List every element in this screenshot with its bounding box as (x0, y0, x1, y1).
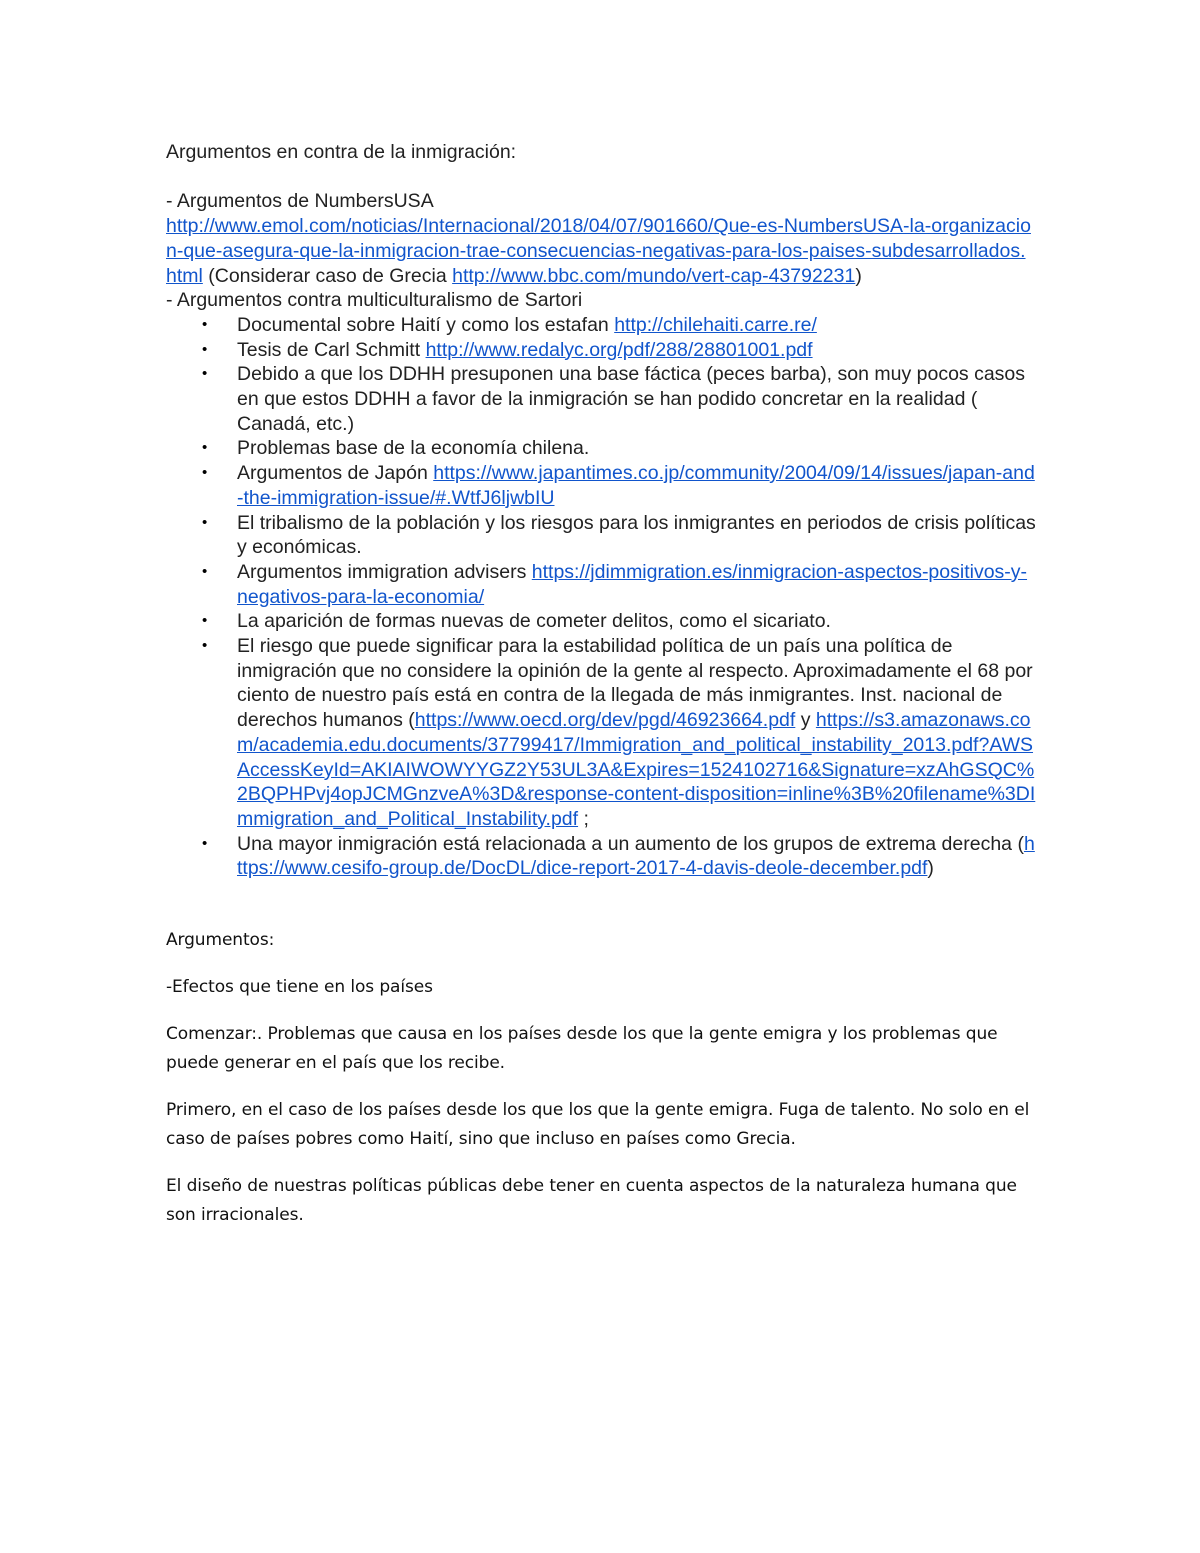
list-item: • Documental sobre Haití y como los estafan http://chilehaiti.carre.re/ (202, 313, 817, 336)
bullet-icon: • (202, 439, 208, 457)
grecia-note-suffix: ) (855, 264, 862, 287)
document-heading: Argumentos en contra de la inmigración: (166, 141, 517, 163)
cesifo-link[interactable]: https://www.cesifo-group.de/DocDL/dice-report-2017-4-davis-deole-december.pdf (237, 832, 1035, 880)
bullet-icon: • (202, 612, 208, 630)
list-item: • El tribalismo de la población y los riesgos para los inmigrantes en periodos de crisis políticas y económicas. (202, 511, 1036, 559)
chilehaiti-link[interactable]: http://chilehaiti.carre.re/ (614, 313, 817, 336)
bullet-icon: • (202, 464, 208, 482)
note-paragraph: Comenzar:. Problemas que causa en los países desde los que la gente emigra y los problemas que puede generar en el país que los recibe. (166, 1024, 998, 1074)
list-item: • Argumentos immigration advisers https://jdimmigration.es/inmigracion-aspectos-positivos-y-negativos-para-la-economia/ (202, 560, 1028, 608)
list-item: • Una mayor inmigración está relacionada a un aumento de los grupos de extrema derecha (https://www.cesifo-group.de/DocDL/dice-report-2017-4-davis-deole-december.pdf) (202, 832, 1035, 880)
note-paragraph: -Efectos que tiene en los países (166, 977, 433, 998)
bbc-link[interactable]: http://www.bbc.com/mundo/vert-cap-43792231 (452, 264, 856, 287)
note-paragraph: Primero, en el caso de los países desde los que los que la gente emigra. Fuga de talento. No solo en el caso de países pobres como Haití, sino que incluso en países como Grecia. (166, 1100, 1030, 1150)
numbersusa-label: - Argumentos de NumbersUSA (166, 190, 434, 213)
bullet-icon: • (202, 834, 208, 852)
spacer (166, 165, 1036, 190)
japantimes-link[interactable]: https://www.japantimes.co.jp/community/2004/09/14/issues/japan-and-the-immigration-issue/#.WtfJ6ljwbIU (237, 462, 1035, 509)
bullet-icon: • (202, 315, 208, 333)
bullet-icon: • (202, 365, 208, 383)
bullet-icon: • (202, 340, 208, 358)
bullet-icon: • (202, 562, 208, 580)
grecia-note-prefix: (Considerar caso de Grecia (202, 264, 453, 287)
oecd-link[interactable]: https://www.oecd.org/dev/pgd/46923664.pdf (414, 709, 796, 732)
note-paragraph: El diseño de nuestras políticas públicas debe tener en cuenta aspectos de la naturaleza humana que son irracionales. (166, 1176, 1017, 1226)
list-item: • Argumentos de Japón https://www.japantimes.co.jp/community/2004/09/14/issues/japan-and-the-immigration-issue/#.WtfJ6ljwbIU (202, 462, 1035, 509)
section-title: Argumentos: (166, 930, 275, 951)
list-item: • El riesgo que puede significar para la estabilidad política de un país una política de inmigración que no considere la opinión de la gente al respecto. Aproximadamente el 68 por ciento de nuestro país está en contra de la llegada de más inmigrantes. Inst. nacional de derechos humanos (https://www.oecd.org/dev/pgd/46923664.pdf y https://s3.amazonaws.com/academia.edu.documents/37799417/Immigration_and_political_instability_2013.pdf?AWSAccessKeyId=AKIAIWOWYYGZ2Y53UL3A&Expires=1524102716&Signature=xzAhGSQC%2BQPHPvj4opJCMGnzveA%3D&response-content-disposition=inline%3B%20filename%3DImmigration_and_Political_Instability.pdf ; (202, 635, 1036, 830)
amazonaws-link[interactable]: https://s3.amazonaws.com/academia.edu.documents/37799417/Immigration_and_political_instability_2013.pdf?AWSAccessKeyId=AKIAIWOWYYGZ2Y53UL3A&Expires=1524102716&Signature=xzAhGSQC%2BQPHPvj4opJCMGnzveA%3D&response-content-disposition=inline%3B%20filename%3DImmigration_and_Political_Instability.pdf (237, 709, 1036, 830)
bullet-icon: • (202, 513, 208, 531)
list-item: • Debido a que los DDHH presuponen una base fáctica (peces barba), son muy pocos casos en que estos DDHH a favor de la inmigración se han podido concretar en la realidad ( Canadá, etc.) (202, 363, 1026, 435)
numbersusa-paragraph (166, 214, 1036, 288)
redalyc-link[interactable]: http://www.redalyc.org/pdf/288/28801001.pdf (425, 338, 813, 361)
sartori-label: - Argumentos contra multiculturalismo de Sartori (166, 289, 583, 312)
emol-link[interactable]: http://www.emol.com/noticias/Internacional/2018/04/07/901660/Que-es-NumbersUSA-la-organizacion-que-asegura-que-la-inmigracion-trae-consecuencias-negativas-para-los-paises-subdesarrollados.html (166, 215, 1031, 287)
list-item: • La aparición de formas nuevas de cometer delitos, como el sicariato. (202, 610, 831, 633)
bullet-icon: • (202, 637, 208, 655)
jdimmigration-link[interactable]: https://jdimmigration.es/inmigracion-aspectos-positivos-y-negativos-para-la-economia/ (237, 560, 1028, 608)
document-body (166, 140, 1036, 1248)
list-item: • Problemas base de la economía chilena. (202, 437, 590, 460)
list-item: • Tesis de Carl Schmitt http://www.redalyc.org/pdf/288/28801001.pdf (202, 338, 813, 361)
notes-section (166, 926, 1036, 1230)
argument-bullet-list (166, 313, 1036, 881)
